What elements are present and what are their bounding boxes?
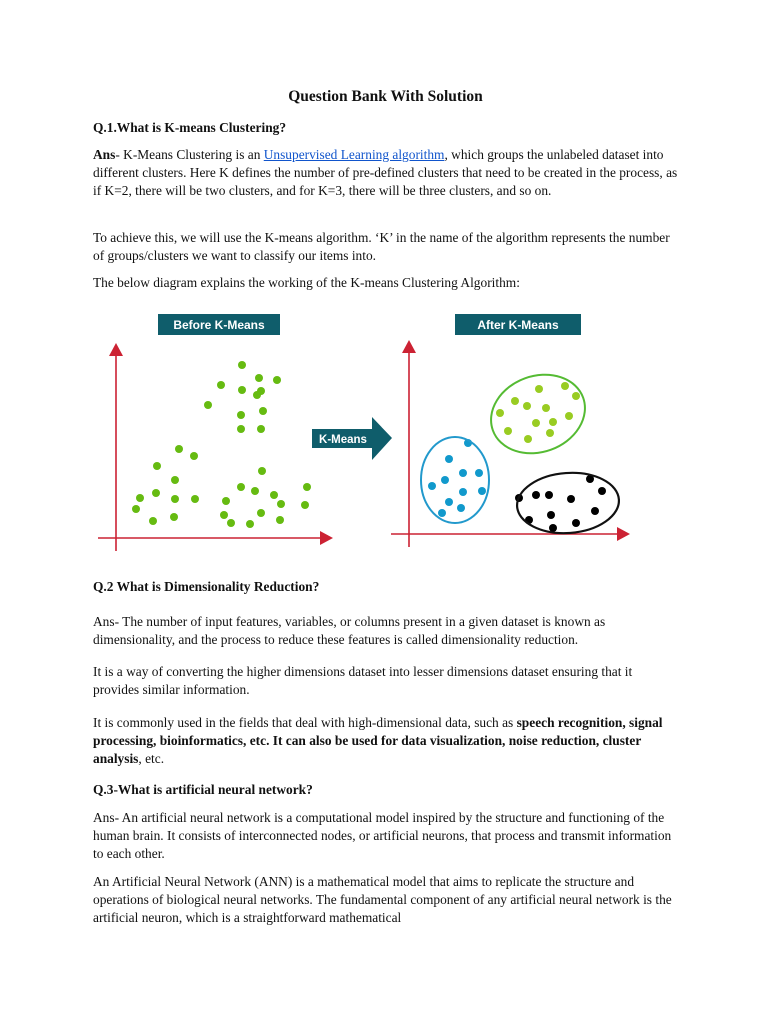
green-cluster-point-4: [511, 397, 519, 405]
green-cluster-point-13: [524, 435, 532, 443]
blue-cluster-point-4: [475, 469, 483, 477]
page-title: Question Bank With Solution: [288, 88, 483, 105]
before-point-8: [273, 376, 281, 384]
before-point-36: [276, 516, 284, 524]
after-x-arrowhead: [617, 527, 630, 541]
green-cluster-point-3: [572, 392, 580, 400]
before-cluster-points: [132, 361, 311, 528]
before-point-16: [171, 476, 179, 484]
before-point-30: [277, 500, 285, 508]
question-1-paragraph-3: The below diagram explains the working of the K-means Clustering Algorithm:: [93, 275, 520, 290]
before-point-24: [258, 467, 266, 475]
before-point-10: [253, 391, 261, 399]
after-y-arrowhead: [402, 340, 416, 353]
before-point-17: [152, 489, 160, 497]
before-point-26: [251, 487, 259, 495]
blue-cluster-point-8: [478, 487, 486, 495]
before-point-33: [227, 519, 235, 527]
question-2-paragraph-2: It is a way of converting the higher dimensions dataset into lesser dimensions dataset ensuring that it provides similar information.: [93, 664, 633, 697]
question-2-paragraph-1: Ans- The number of input features, variables, or columns present in a given dataset is known as dimensionality, and the process to reduce these features is called dimensionality reduction.: [93, 614, 606, 647]
black-cluster-point-1: [532, 491, 540, 499]
before-point-15: [153, 462, 161, 470]
before-point-27: [270, 491, 278, 499]
before-point-7: [255, 374, 263, 382]
before-point-20: [191, 495, 199, 503]
green-cluster-point-1: [535, 385, 543, 393]
before-point-12: [257, 425, 265, 433]
black-cluster-point-2: [545, 491, 553, 499]
question-2-heading: Q.2 What is Dimensionality Reduction?: [93, 579, 320, 594]
green-cluster-point-11: [532, 419, 540, 427]
kmeans-diagram: [93, 305, 653, 555]
black-cluster-point-9: [572, 519, 580, 527]
blue-cluster-point-7: [459, 488, 467, 496]
answer-label: Ans: [93, 147, 116, 162]
before-point-35: [257, 509, 265, 517]
before-point-14: [190, 452, 198, 460]
green-cluster-point-7: [542, 404, 550, 412]
black-cluster-point-10: [591, 507, 599, 515]
kmeans-arrow-label: K-Means: [319, 434, 367, 446]
green-cluster-point-8: [565, 412, 573, 420]
before-point-28: [222, 497, 230, 505]
before-x-arrowhead: [320, 531, 333, 545]
black-cluster-point-11: [549, 524, 557, 532]
blue-cluster-point-10: [457, 504, 465, 512]
before-point-13: [175, 445, 183, 453]
question-1-answer: [93, 146, 678, 200]
kmeans-diagram-svg: [93, 305, 653, 555]
blue-cluster-point-5: [428, 482, 436, 490]
question-1-paragraph-2: To achieve this, we will use the K-means algorithm. ‘K’ in the name of the algorithm represents the number of groups/clusters we want to classify our items into.: [93, 230, 670, 263]
green-cluster-point-5: [496, 409, 504, 417]
green-cluster-point-12: [546, 429, 554, 437]
blue-cluster-point-11: [438, 509, 446, 517]
blue-cluster-point-2: [445, 455, 453, 463]
question-3-paragraph-2: An Artificial Neural Network (ANN) is a mathematical model that aims to replicate the structure and operations of biological neural networks. The fundamental component of any artificial neural network is the artificial neuron, which is a straightforward mathematical: [93, 874, 672, 925]
blue-cluster-point-6: [441, 476, 449, 484]
green-cluster-point-6: [523, 402, 531, 410]
blue-cluster-outline: [421, 437, 489, 523]
unsupervised-learning-link[interactable]: Unsupervised Learning algorithm: [263, 147, 445, 162]
before-point-18: [136, 494, 144, 502]
answer-text-end: , which groups the unlabeled dataset into different clusters. Here K defines the number of pre-defined clusters that need to be created in the process, as if K=2, there will be two clusters, and for K=3, there will be three clusters, and so on.: [93, 147, 678, 198]
before-point-4: [237, 411, 245, 419]
black-cluster-outline: [515, 470, 621, 537]
before-point-32: [220, 511, 228, 519]
before-point-11: [259, 407, 267, 415]
before-point-6: [237, 425, 245, 433]
before-point-34: [246, 520, 254, 528]
before-kmeans-label: Before K-Means: [173, 318, 265, 332]
question-2-paragraph-3: [93, 714, 678, 768]
before-point-31: [301, 501, 309, 509]
blue-cluster-point-3: [459, 469, 467, 477]
before-point-21: [132, 505, 140, 513]
question-3-heading: Q.3-What is artificial neural network?: [93, 782, 313, 797]
paragraph-text-start: It is commonly used in the fields that deal with high-dimensional data, such as: [93, 715, 517, 730]
paragraph-text-end: , etc.: [138, 751, 165, 766]
before-point-1: [238, 361, 246, 369]
question-3-paragraph-1: Ans- An artificial neural network is a computational model inspired by the structure and functioning of the human brain. It consists of interconnected nodes, or artificial neurons, that process and transmit information to each other.: [93, 810, 672, 861]
green-cluster-point-9: [549, 418, 557, 426]
answer-text-start: - K-Means Clustering is an: [115, 147, 264, 162]
before-point-25: [237, 483, 245, 491]
before-point-19: [171, 495, 179, 503]
before-point-2: [217, 381, 225, 389]
black-cluster-point-5: [598, 487, 606, 495]
before-point-5: [238, 386, 246, 394]
before-y-arrowhead: [109, 343, 123, 356]
before-point-29: [303, 483, 311, 491]
paragraph-bold-text: speech recognition, signal processing, bioinformatics, etc. It can also be used for data visualization, noise reduction, cluster analysis: [93, 715, 663, 766]
after-kmeans-label: After K-Means: [477, 318, 559, 332]
before-point-22: [149, 517, 157, 525]
black-cluster-point-3: [567, 495, 575, 503]
green-cluster-point-10: [504, 427, 512, 435]
black-cluster-point-8: [547, 511, 555, 519]
blue-cluster-point-9: [445, 498, 453, 506]
green-cluster-point-2: [561, 382, 569, 390]
before-point-3: [204, 401, 212, 409]
question-1-heading: Q.1.What is K-means Clustering?: [93, 120, 287, 135]
before-point-23: [170, 513, 178, 521]
